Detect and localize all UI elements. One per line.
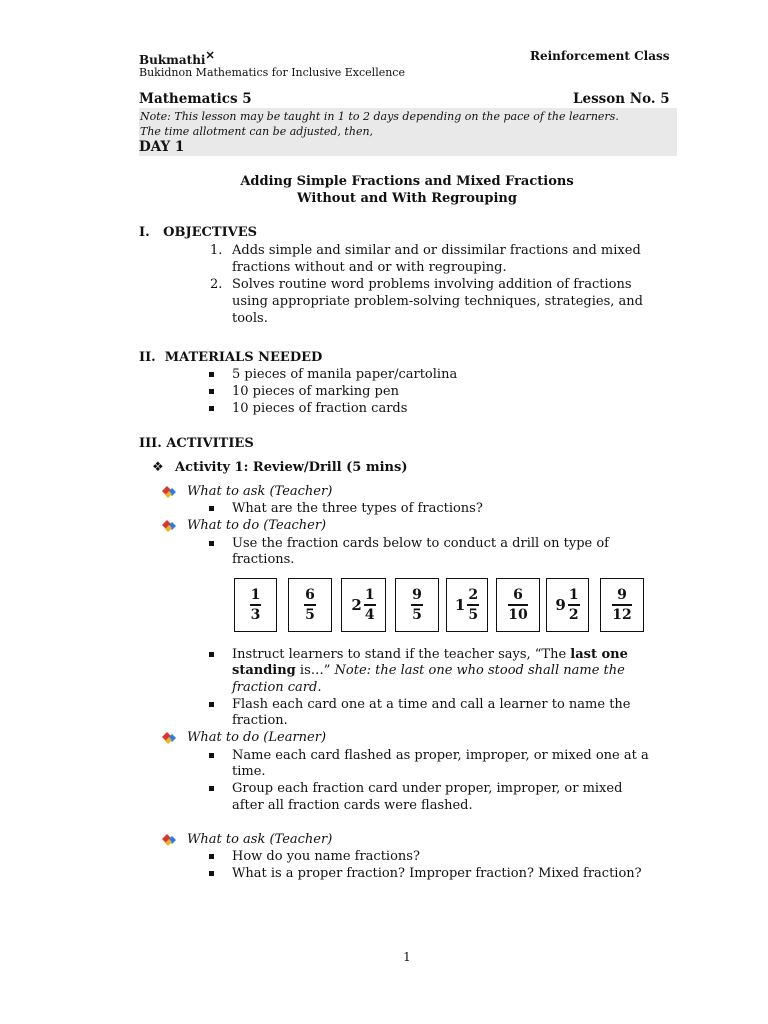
fraction-card xyxy=(395,578,439,632)
card-denominator: 10 xyxy=(508,606,528,623)
card-numerator: 9 xyxy=(412,587,422,604)
learner-item-1-line-2: time. xyxy=(232,764,266,779)
diamond-bullet-icon: ❖ xyxy=(152,460,164,475)
card-numerator: 6 xyxy=(305,587,315,604)
card-numerator: 9 xyxy=(617,587,627,604)
fraction-card xyxy=(341,578,386,632)
fraction-card xyxy=(446,578,488,632)
card-denominator: 5 xyxy=(468,606,479,623)
card-numerator: 6 xyxy=(513,587,523,604)
bullet-square xyxy=(209,372,214,377)
bullet-square xyxy=(209,541,214,546)
brand xyxy=(139,49,215,67)
day-label: DAY 1 xyxy=(139,139,185,155)
bullet-square xyxy=(209,652,214,657)
ask2-item: What is a proper fraction? Improper fraction? Mixed fraction? xyxy=(232,866,642,881)
activities-heading: III. ACTIVITIES xyxy=(139,436,254,451)
flash-line-2: fraction. xyxy=(232,713,288,728)
objective-1-line-1: Adds simple and similar and or dissimilar fractions and mixed xyxy=(232,243,641,258)
fraction-card xyxy=(288,578,332,632)
instruct-bold-1: last one xyxy=(570,647,628,662)
card-whole: 1 xyxy=(454,596,466,614)
material-item: 5 pieces of manila paper/cartolina xyxy=(232,367,458,382)
learner-item-2-line-2: after all fraction cards were flashed. xyxy=(232,798,473,813)
flash-line-1: Flash each card one at a time and call a learner to name the xyxy=(232,697,631,712)
objectives-heading: I. OBJECTIVES xyxy=(139,225,258,240)
do-learner-label: What to do (Learner) xyxy=(187,730,327,745)
fraction-card xyxy=(546,578,589,632)
ask2-item: How do you name fractions? xyxy=(232,849,420,864)
lesson-label: Lesson No. 5 xyxy=(573,91,670,107)
do-teacher-item-line-2: fractions. xyxy=(232,552,295,567)
instruct-pre: Instruct learners to stand if the teacher says, “The xyxy=(232,647,571,662)
note-line-2: The time allotment can be adjusted, then, xyxy=(140,125,374,138)
card-denominator: 4 xyxy=(364,606,375,623)
card-numerator: 1 xyxy=(250,587,261,604)
ask-teacher-label: What to ask (Teacher) xyxy=(187,484,333,499)
objective-num-1: 1. xyxy=(210,243,223,258)
fraction-card xyxy=(234,578,277,632)
card-whole: 2 xyxy=(351,596,362,614)
color-bullet-icon xyxy=(162,486,176,498)
card-whole: 9 xyxy=(555,596,566,614)
card-numerator: 1 xyxy=(364,587,375,604)
brand-mark: ✕ xyxy=(205,49,215,62)
lesson-title-line-1: Adding Simple Fractions and Mixed Fractions xyxy=(240,174,574,189)
instruct-line-2 xyxy=(232,663,625,678)
tagline: Bukidnon Mathematics for Inclusive Excellence xyxy=(139,66,405,79)
lesson-title-line-2: Without and With Regrouping xyxy=(297,191,517,206)
subject-label: Mathematics 5 xyxy=(139,91,252,107)
bullet-square xyxy=(209,871,214,876)
objective-1-line-2: fractions without and or with regrouping. xyxy=(232,260,507,275)
card-denominator: 5 xyxy=(412,606,422,623)
bullet-square xyxy=(209,506,214,511)
activity-1-title: Activity 1: Review/Drill (5 mins) xyxy=(175,460,408,475)
instruct-line-1 xyxy=(232,647,628,662)
material-item: 10 pieces of fraction cards xyxy=(232,401,408,416)
fraction-card xyxy=(496,578,540,632)
bullet-square xyxy=(209,753,214,758)
card-denominator: 2 xyxy=(568,606,579,623)
card-numerator: 1 xyxy=(568,587,579,604)
learner-item-2-line-1: Group each fraction card under proper, improper, or mixed xyxy=(232,781,623,796)
bullet-square xyxy=(209,702,214,707)
bullet-square xyxy=(209,389,214,394)
color-bullet-icon xyxy=(162,520,176,532)
card-denominator: 12 xyxy=(612,606,632,623)
instruct-bold-2: standing xyxy=(232,663,296,678)
brand-name: Bukmathi xyxy=(139,53,206,67)
materials-heading: II. MATERIALS NEEDED xyxy=(139,350,323,365)
color-bullet-icon xyxy=(162,732,176,744)
card-numerator: 2 xyxy=(468,587,479,604)
note-line-1: Note: This lesson may be taught in 1 to 2 days depending on the pace of the learners. xyxy=(140,110,619,123)
do-teacher-item-line-1: Use the fraction cards below to conduct a drill on type of xyxy=(232,536,609,551)
objective-num-2: 2. xyxy=(210,277,223,292)
page-number: 1 xyxy=(403,950,411,964)
bullet-square xyxy=(209,854,214,859)
card-denominator: 3 xyxy=(250,606,261,623)
bullet-square xyxy=(209,406,214,411)
ask-teacher-label-2: What to ask (Teacher) xyxy=(187,832,333,847)
fraction-card xyxy=(600,578,644,632)
material-item: 10 pieces of marking pen xyxy=(232,384,399,399)
instruct-post: is…” xyxy=(295,663,335,678)
bullet-square xyxy=(209,786,214,791)
objective-2-line-1: Solves routine word problems involving addition of fractions xyxy=(232,277,632,292)
color-bullet-icon xyxy=(162,834,176,846)
objective-2-line-3: tools. xyxy=(232,311,268,326)
ask-item: What are the three types of fractions? xyxy=(232,501,483,516)
do-teacher-label: What to do (Teacher) xyxy=(187,518,327,533)
instruct-note-line-2: fraction card. xyxy=(232,680,322,695)
card-denominator: 5 xyxy=(305,606,315,623)
instruct-note: Note: the last one who stood shall name the xyxy=(334,663,625,678)
objective-2-line-2: using appropriate problem-solving techniques, strategies, and xyxy=(232,294,643,309)
learner-item-1-line-1: Name each card flashed as proper, improper, or mixed one at a xyxy=(232,748,649,763)
class-label: Reinforcement Class xyxy=(530,49,670,63)
